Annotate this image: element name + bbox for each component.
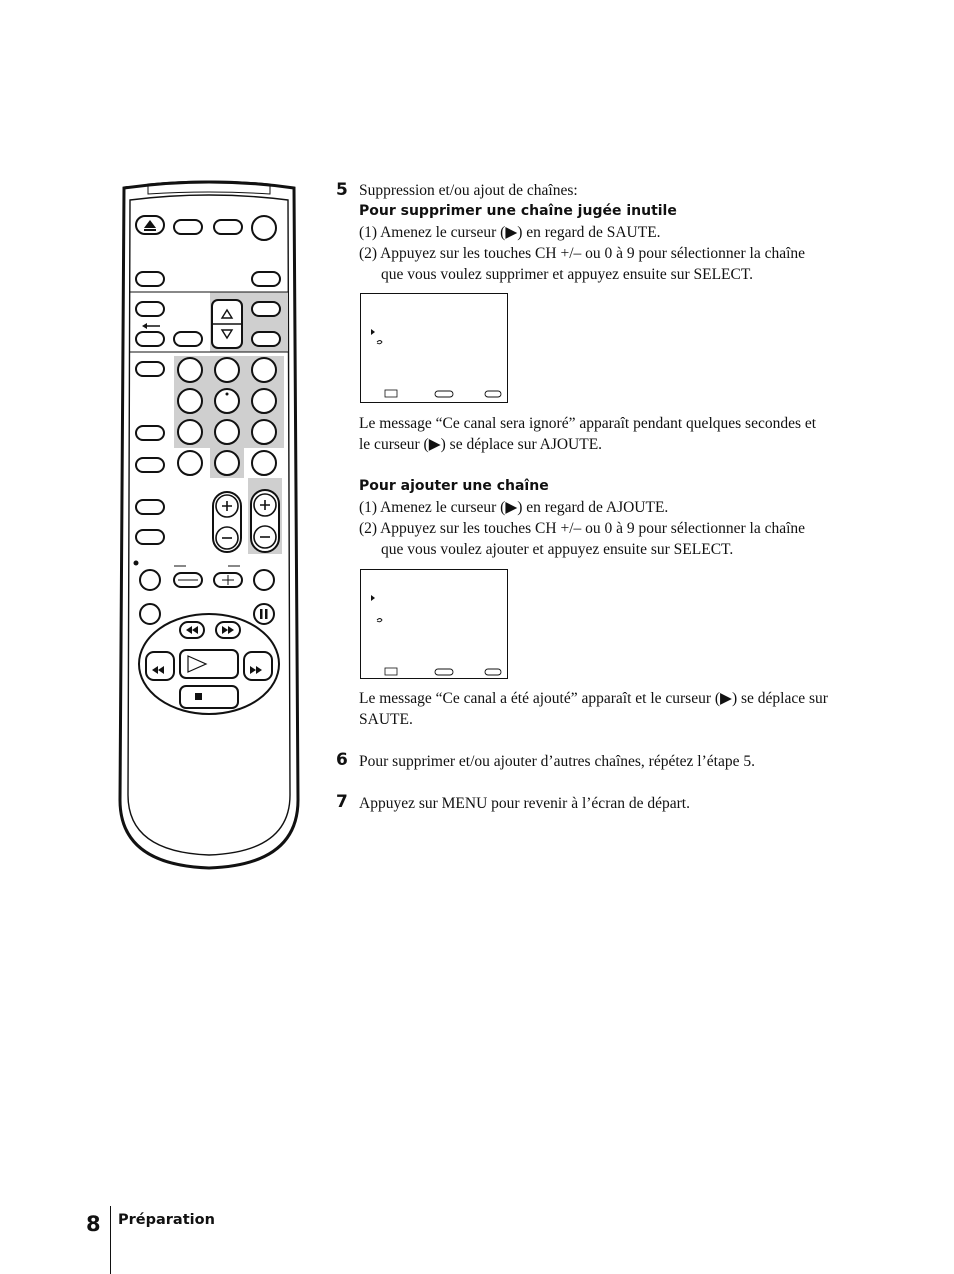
screen-graphics — [361, 294, 507, 402]
add-heading: Pour ajouter une chaîne — [359, 478, 549, 494]
screen-graphics — [361, 570, 507, 678]
add-message-b: SAUTE. — [359, 711, 413, 728]
remove-step-1: (1) Amenez le curseur (▶) en regard de SAUTE. — [359, 224, 661, 241]
step-6-text: Pour supprimer et/ou ajouter d’autres chaînes, répétez l’étape 5. — [359, 753, 755, 770]
footer-divider — [110, 1206, 111, 1274]
remote-control-illustration — [114, 180, 304, 870]
step-5-intro: Suppression et/ou ajout de chaînes: — [359, 182, 578, 199]
tv-menu-screen-illustration — [360, 569, 508, 679]
remove-step-2b: que vous voulez supprimer et appuyez ensuite sur SELECT. — [381, 266, 754, 283]
page-number: 8 — [86, 1212, 101, 1236]
remove-heading: Pour supprimer une chaîne jugée inutile — [359, 203, 677, 219]
add-message-a: Le message “Ce canal a été ajouté” apparaît et le curseur (▶) se déplace sur — [359, 690, 828, 707]
step-number: 6 — [336, 750, 348, 770]
add-step-2b: que vous voulez ajouter et appuyez ensuite sur SELECT. — [381, 541, 734, 558]
add-step-1: (1) Amenez le curseur (▶) en regard de AJOUTE. — [359, 499, 669, 516]
add-step-2a: (2) Appuyez sur les touches CH +/– ou 0 à 9 pour sélectionner la chaîne — [359, 520, 806, 537]
remove-step-2a: (2) Appuyez sur les touches CH +/– ou 0 à 9 pour sélectionner la chaîne — [359, 245, 806, 262]
tv-menu-screen-illustration — [360, 293, 508, 403]
remove-message-b: le curseur (▶) se déplace sur AJOUTE. — [359, 436, 603, 453]
step-7-text: Appuyez sur MENU pour revenir à l’écran de départ. — [359, 795, 690, 812]
step-number: 7 — [336, 792, 348, 812]
remove-message-a: Le message “Ce canal sera ignoré” apparaît pendant quelques secondes et — [359, 415, 817, 432]
section-label: Préparation — [118, 1212, 215, 1228]
step-number: 5 — [336, 180, 348, 200]
